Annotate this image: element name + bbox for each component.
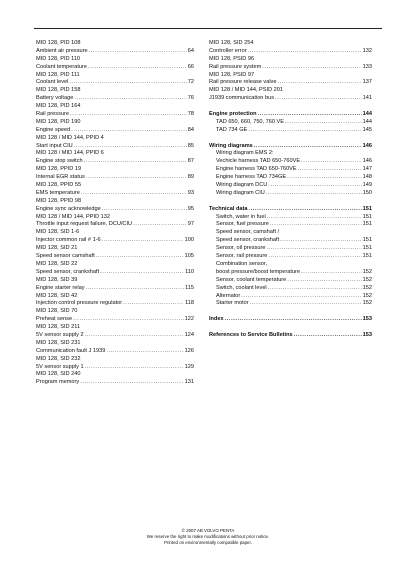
toc-entry (209, 261, 372, 269)
paper-notice: Printed on environmentally compatible paper. (164, 540, 252, 546)
dot-leader (248, 48, 362, 56)
dot-leader (258, 111, 362, 119)
toc-entry (36, 72, 194, 80)
toc-entry[interactable] (209, 79, 372, 87)
toc-page-number: 146 (362, 158, 372, 165)
toc-page-number: 149 (362, 182, 372, 189)
toc-entry[interactable] (209, 221, 372, 229)
toc-entry[interactable] (36, 237, 194, 245)
toc-entry-title: boost pressure/boost temperature (216, 268, 300, 275)
toc-entry-title: Sensor, fuel pressure (216, 221, 269, 228)
toc-entry-title: Starter motor (216, 300, 249, 307)
toc-entry-title: Engine sync acknowledge (36, 205, 101, 212)
toc-page-number: 64 (187, 47, 194, 54)
toc-entry-title: Ambient air pressure (36, 47, 88, 54)
dot-leader (268, 253, 361, 261)
toc-entry-title: MID 128, PSID 97 (209, 71, 255, 78)
toc-entry[interactable] (36, 190, 194, 198)
toc-page-number: 76 (187, 95, 194, 102)
toc-entry-title: Rail pressure system (209, 63, 262, 70)
toc-entry-title: Injection control pressure regulator (36, 300, 123, 307)
toc-entry[interactable] (209, 158, 372, 166)
toc-entry-title: MID 128, PID 111 (36, 71, 80, 78)
dot-leader (280, 237, 362, 245)
toc-entry[interactable] (36, 127, 194, 135)
toc-entry-title: Communication fault J 1939 (36, 347, 106, 354)
toc-entry[interactable] (36, 253, 194, 261)
toc-entry (36, 308, 194, 316)
toc-page-number: 151 (362, 237, 372, 244)
dot-leader (287, 174, 362, 182)
toc-entry-title: MID 128, SID 42 (36, 292, 78, 299)
dot-leader (100, 269, 184, 277)
toc-entry-title: Speed sensor camshaft (36, 253, 95, 260)
toc-spacer (209, 324, 372, 332)
dot-leader (86, 174, 187, 182)
toc-entry (36, 135, 194, 143)
toc-page-number: 100 (184, 237, 194, 244)
dot-leader (301, 158, 362, 166)
toc-spacer (209, 308, 372, 316)
dot-leader (285, 119, 362, 127)
toc-entry (209, 87, 372, 95)
toc-entry-title: Engine speed (36, 126, 71, 133)
toc-entry-title: MID 128, PID 110 (36, 55, 81, 62)
toc-page-number: 97 (187, 221, 194, 228)
toc-entry-title: MID 128 / MID 144, PPID 6 (36, 150, 104, 157)
toc-page-number: 118 (185, 300, 194, 307)
toc-page-number: 87 (187, 158, 194, 165)
toc-entry-title: MID 128, SID 39 (36, 276, 78, 283)
toc-page-number: 131 (184, 379, 194, 386)
toc-entry-title: MID 128, SID 240 (36, 371, 81, 378)
toc-page-number: 126 (184, 347, 194, 354)
dot-leader (86, 285, 185, 293)
toc-entry (36, 261, 194, 269)
toc-page-number: 78 (187, 111, 194, 118)
toc-entry (36, 277, 194, 285)
dot-leader (88, 64, 187, 72)
toc-entry-title: Sensor, oil pressure (216, 245, 266, 252)
toc-entry[interactable] (209, 237, 372, 245)
toc-entry-title: MID 128 / MID 144, PPID 4 (36, 134, 104, 141)
top-rule (34, 28, 382, 29)
toc-entry (209, 40, 372, 48)
dot-leader (73, 316, 184, 324)
toc-entry-title: MID 128, PID 158 (36, 87, 81, 94)
toc-entry-title: TAD 734 GE (216, 126, 248, 133)
toc-entry-title: TAD 650, 660, 750, 760 VE (216, 118, 284, 125)
toc-entry-title: Wiring diagram EMS 2: (216, 150, 274, 157)
toc-entry-title: References to Service Bulletins (209, 331, 293, 338)
dot-leader (96, 253, 184, 261)
toc-entry-title: MID 128, SID 232 (36, 355, 81, 362)
toc-entry[interactable] (36, 300, 194, 308)
toc-page-number: 151 (362, 253, 372, 260)
toc-entry (209, 229, 372, 237)
toc-page-number: 152 (362, 300, 372, 307)
toc-spacer (209, 103, 372, 111)
toc-entry-title: Program memory (36, 379, 80, 386)
dot-leader (74, 143, 187, 151)
dot-leader (275, 95, 362, 103)
toc-page-number: 105 (184, 253, 194, 260)
toc-page-number: 147 (362, 166, 372, 173)
toc-entry-title: MID 128, PID 190 (36, 118, 81, 125)
toc-entry-title: Engine protection (209, 111, 257, 118)
toc-page-number: 151 (362, 245, 372, 252)
toc-spacer (209, 198, 372, 206)
dot-leader (287, 277, 361, 285)
toc-section-heading[interactable] (209, 332, 372, 340)
toc-entry[interactable] (209, 269, 372, 277)
toc-entry[interactable] (36, 48, 194, 56)
toc-page-number: 144 (362, 111, 372, 118)
toc-entry-title: MID 128, SID 231 (36, 339, 81, 346)
toc-page-number: 141 (362, 95, 372, 102)
toc-entry (36, 182, 194, 190)
toc-entry-title: Speed sensor, camshaft / (216, 229, 280, 236)
toc-page-number: 144 (362, 118, 372, 125)
toc-entry-title: Rail pressure (36, 111, 69, 118)
dot-leader (268, 182, 361, 190)
dot-leader (71, 127, 187, 135)
toc-entry-title: Wiring diagrams (209, 142, 253, 149)
toc-entry-title: Internal EGR status (36, 174, 85, 181)
toc-entry-title: Injector common rail # 1-6 (36, 237, 101, 244)
toc-entry-title: MID 128, PSID 96 (209, 55, 255, 62)
toc-page-number: 151 (362, 213, 372, 220)
toc-entry (36, 229, 194, 237)
toc-entry[interactable] (209, 174, 372, 182)
toc-entry-title: MID 128 / MID 144, PSID 201 (209, 87, 283, 94)
toc-entry (36, 324, 194, 332)
toc-entry-title: MID 128, PPID 19 (36, 166, 82, 173)
toc-entry (36, 150, 194, 158)
dot-leader (85, 332, 184, 340)
toc-entry[interactable] (36, 206, 194, 214)
toc-page-number: 151 (362, 205, 372, 212)
toc-page-number: 152 (362, 284, 372, 291)
copyright-text: © 2007 AB VOLVO PENTA (181, 528, 235, 533)
toc-section-heading[interactable] (209, 111, 372, 119)
toc-entry-title: Sensor, rail pressure (216, 253, 268, 260)
dot-leader (254, 143, 362, 151)
toc-spacer (209, 135, 372, 143)
dot-leader (266, 245, 361, 253)
toc-page-number: 85 (187, 142, 194, 149)
toc-entry[interactable] (209, 190, 372, 198)
toc-page-number: 133 (362, 63, 372, 70)
toc-entry[interactable] (209, 214, 372, 222)
toc-entry[interactable] (36, 332, 194, 340)
toc-entry[interactable] (209, 119, 372, 127)
toc-right-column (209, 40, 372, 340)
toc-entry-title: Preheat sense (36, 316, 73, 323)
toc-entry (36, 293, 194, 301)
dot-leader (301, 269, 362, 277)
toc-entry[interactable] (36, 95, 194, 103)
toc-entry-title: Coolant level (36, 79, 69, 86)
toc-page-number: 66 (187, 63, 194, 70)
toc-entry[interactable] (209, 127, 372, 135)
dot-leader (262, 64, 361, 72)
toc-page-number: 122 (184, 316, 194, 323)
toc-entry-title: Alternator (216, 292, 241, 299)
toc-entry[interactable] (36, 64, 194, 72)
dot-leader (70, 111, 187, 119)
toc-entry-title: Sensor, coolant temperature (216, 276, 287, 283)
toc-entry[interactable] (36, 379, 194, 387)
dot-leader (248, 206, 361, 214)
toc-page-number: 153 (362, 331, 372, 338)
toc-entry (36, 119, 194, 127)
toc-entry-title: Speed sensor, crankshaft (36, 268, 100, 275)
toc-entry-title: MID 128, SID 22 (36, 260, 78, 267)
toc-entry-title: Throttle input request failure, DCU/CIU (36, 221, 133, 228)
toc-entry-title: MID 128, PID 164 (36, 103, 81, 110)
dot-leader (266, 190, 362, 198)
dot-leader (123, 300, 184, 308)
dot-leader (102, 206, 187, 214)
toc-entry (36, 103, 194, 111)
rights-notice: We reserve the right to make modifications without prior notice. (146, 534, 270, 540)
toc-entry (36, 340, 194, 348)
toc-entry[interactable] (36, 79, 194, 87)
dot-leader (89, 48, 187, 56)
toc-entry[interactable] (209, 48, 372, 56)
toc-entry-title: Start input CIU (36, 142, 73, 149)
toc-entry-title: MID 128, SID 211 (36, 324, 81, 331)
toc-entry-title: Wiring diagram CIU (216, 189, 265, 196)
toc-entry[interactable] (209, 166, 372, 174)
toc-entry-title: Engine stop switch (36, 158, 83, 165)
toc-entry-title: MID 128, SID 70 (36, 308, 78, 315)
toc-entry (209, 56, 372, 64)
dot-leader (106, 348, 183, 356)
toc-entry (36, 56, 194, 64)
toc-page-number: 132 (362, 47, 372, 54)
toc-entry-title: 5V sensor supply 2 (36, 331, 84, 338)
dot-leader (85, 364, 184, 372)
toc-entry[interactable] (209, 293, 372, 301)
toc-entry[interactable] (36, 285, 194, 293)
toc-entry-title: Switch, water in fuel (216, 213, 266, 220)
toc-entry-title: Combination sensor, (216, 260, 267, 267)
dot-leader (133, 221, 187, 229)
dot-leader (298, 166, 362, 174)
toc-entry-title: EMS temperature (36, 189, 80, 196)
toc-entry-title: MID 128 / MID 144, PPID 132 (36, 213, 110, 220)
toc-entry[interactable] (36, 348, 194, 356)
toc-entry (36, 40, 194, 48)
toc-entry (36, 166, 194, 174)
toc-entry-title: Switch, coolant level (216, 284, 267, 291)
toc-entry-title: MID 128, PPID 55 (36, 182, 82, 189)
toc-entry[interactable] (36, 111, 194, 119)
toc-entry (36, 87, 194, 95)
toc-entry-title: Engine harness TAD 650-760VE (216, 166, 297, 173)
toc-entry[interactable] (36, 364, 194, 372)
toc-entry-title: Coolant temperature (36, 63, 87, 70)
toc-entry-title: Vechicle harness TAD 650-760VE (216, 158, 301, 165)
toc-entry-title: Engine starter relay (36, 284, 85, 291)
toc-left-column (36, 40, 194, 387)
toc-entry[interactable] (209, 253, 372, 261)
toc-entry[interactable] (209, 245, 372, 253)
toc-page-number: 152 (362, 276, 372, 283)
toc-entry-title: MID 128, SID 1-6 (36, 229, 80, 236)
toc-entry-title: MID 128, PID 108 (36, 40, 81, 46)
toc-page-number: 72 (187, 79, 194, 86)
dot-leader (250, 300, 362, 308)
toc-entry-title: Speed sensor, crankshaft (216, 237, 280, 244)
toc-page-number: 89 (187, 174, 194, 181)
toc-entry-title: Engine harness TAD 734GE (216, 174, 287, 181)
toc-entry (36, 214, 194, 222)
toc-page-number: 145 (362, 126, 372, 133)
toc-entry-title: MID 128, PPID 98 (36, 197, 82, 204)
toc-entry[interactable] (36, 158, 194, 166)
toc-entry-title: J1939 communication bus (209, 95, 274, 102)
toc-entry (36, 198, 194, 206)
toc-entry[interactable] (209, 277, 372, 285)
toc-entry-title: Rail pressure release valve (209, 79, 277, 86)
toc-entry (36, 245, 194, 253)
toc-entry (36, 356, 194, 364)
dot-leader (277, 79, 361, 87)
toc-page-number: 151 (362, 221, 372, 228)
toc-entry-title: Battery voltage (36, 95, 74, 102)
toc-entry-title: MID 128, SID 21 (36, 245, 78, 252)
toc-entry-title: Wiring diagram DCU (216, 182, 268, 189)
toc-page-number: 146 (362, 142, 372, 149)
dot-leader (241, 293, 361, 301)
toc-page-number: 150 (362, 189, 372, 196)
toc-entry[interactable] (209, 95, 372, 103)
toc-entry-title: Technical data (209, 205, 248, 212)
toc-entry-title: Controller error (209, 47, 247, 54)
toc-entry-title: Index (209, 316, 224, 323)
toc-page-number: 137 (362, 79, 372, 86)
toc-page-number: 115 (185, 284, 194, 291)
toc-page-number: 84 (187, 126, 194, 133)
dot-leader (294, 332, 362, 340)
toc-page-number: 129 (184, 363, 194, 370)
dot-leader (270, 221, 362, 229)
toc-entry (209, 150, 372, 158)
toc-entry (36, 371, 194, 379)
dot-leader (81, 190, 187, 198)
dot-leader (74, 95, 186, 103)
dot-leader (248, 127, 361, 135)
toc-page-number: 110 (185, 268, 194, 275)
toc-section-heading[interactable] (209, 143, 372, 151)
dot-leader (267, 214, 362, 222)
toc-section-heading[interactable] (209, 316, 372, 324)
toc-page-number: 95 (187, 205, 194, 212)
toc-entry[interactable] (36, 316, 194, 324)
toc-entry[interactable] (209, 64, 372, 72)
toc-entry[interactable] (36, 143, 194, 151)
toc-entry (209, 72, 372, 80)
dot-leader (80, 379, 183, 387)
toc-page-number: 93 (187, 189, 194, 196)
toc-page-number: 124 (184, 331, 194, 338)
toc-page-number: 153 (362, 316, 372, 323)
toc-entry[interactable] (209, 285, 372, 293)
dot-leader (225, 316, 362, 324)
dot-leader (102, 237, 184, 245)
dot-leader (69, 79, 186, 87)
dot-leader (268, 285, 362, 293)
toc-entry[interactable] (209, 182, 372, 190)
page-footer (0, 528, 416, 547)
toc-section-heading[interactable] (209, 206, 372, 214)
toc-entry[interactable] (209, 300, 372, 308)
dot-leader (84, 158, 187, 166)
toc-page-number: 152 (362, 268, 372, 275)
toc-entry[interactable] (36, 174, 194, 182)
toc-entry[interactable] (36, 269, 194, 277)
toc-entry-title: 5V sensor supply 1 (36, 363, 84, 370)
toc-entry[interactable] (36, 221, 194, 229)
toc-page-number: 148 (362, 174, 372, 181)
toc-entry-title: MID 128, SID 254 (209, 40, 254, 46)
toc-page-number: 152 (362, 292, 372, 299)
